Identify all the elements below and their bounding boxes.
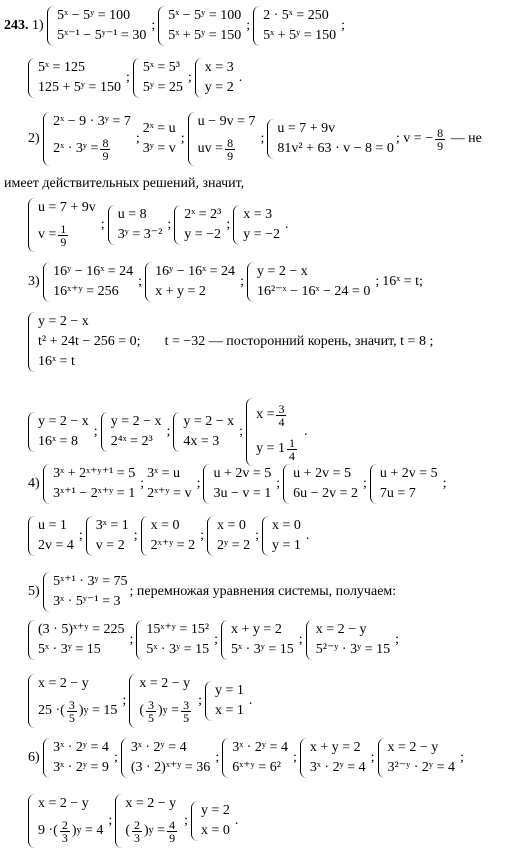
system: u = 1 2v = 4 — [28, 516, 74, 556]
system: 16ʸ − 16ˣ = 24 x + y = 2 — [145, 262, 235, 302]
p6-row1: 6) 3ˣ · 2ʸ = 4 3ˣ · 2ʸ = 9 ; 3ˣ · 2ʸ = 4 (3 · 2)ˣ⁺ʸ = 36 ; 3ˣ · 2ʸ = 4 6ˣ⁺ʸ = 6² ; x + y = 2 3ˣ · 2ʸ = 4 ; x = 2 − y 3²⁻ʸ · 2ʸ = 4 ; — [28, 738, 467, 778]
p3-row1: 3) 16ʸ − 16ˣ = 24 16ˣ⁺ʸ = 256 ; 16ʸ − 16ˣ = 24 x + y = 2 ; y = 2 − x 16²⁻ˣ − 16ˣ − 24 = 0 ; 16ˣ = t; — [28, 262, 423, 302]
system: 3ˣ + 2ˣ⁺ʸ⁺¹ = 5 3ˣ⁺¹ − 2ˣ⁺ʸ = 1 — [43, 464, 135, 504]
system: u = 7 + 9v v = $\frac{1}{9}$ — [28, 198, 96, 252]
system: x = 0 2ʸ = 2 — [207, 516, 250, 556]
system: y = 2 − x t² + 24t − 256 = 0; 16ˣ = t — [28, 312, 141, 372]
system: u = 7 + 9v 81v² + 63 · v − 8 = 0 — [267, 119, 394, 159]
system: u + 2v = 5 6u − 2v = 2 — [283, 464, 358, 504]
system: 2 · 5ˣ = 250 5ˣ + 5ʸ = 150 — [253, 6, 336, 46]
part-label: 3) — [28, 274, 40, 289]
problem-number: 243. — [4, 18, 29, 33]
system: y = 1 x = 1 — [205, 681, 244, 721]
system: y = 2 − x 2⁴ˣ = 2³ — [101, 412, 162, 452]
system: x = 2 − y 3²⁻ʸ · 2ʸ = 4 — [378, 738, 455, 778]
system: y = 2 − x 16²⁻ˣ − 16ˣ − 24 = 0 — [247, 262, 370, 302]
system: 5ˣ − 5ʸ = 100 5ˣ + 5ʸ = 150 — [158, 6, 241, 46]
system: (3 · 5)ˣ⁺ʸ = 225 5ˣ · 3ʸ = 15 — [28, 620, 124, 660]
system: 5ˣ⁺¹ · 3ʸ = 75 3ˣ · 5ʸ⁻¹ = 3 — [43, 572, 127, 612]
system: x = 2 − y ( $\frac{3}{5}$ ) y = $\frac{3}{5}$ — [129, 674, 193, 728]
system: x + y = 2 3ˣ · 2ʸ = 4 — [300, 738, 366, 778]
p4-row2: u = 1 2v = 4 ; 3ˣ = 1 v = 2 ; x = 0 2ˣ⁺ʸ = 2 ; x = 0 2ʸ = 2 ; x = 0 y = 1 . — [28, 516, 312, 556]
system: 3ˣ = u 2ˣ⁺ʸ = v — [147, 466, 192, 501]
system: x = 2 − y ( $\frac{2}{3}$ ) y = $\frac{4}{9}$ — [115, 794, 179, 848]
p3-row3: y = 2 − x 16ˣ = 8 ; y = 2 − x 2⁴ˣ = 2³ ; y = 2 − x 4x = 3 ; x = $\frac{3}{4}$ y = 1 $\frac{1}{4}$ . — [28, 398, 310, 466]
system: x = 0 2ˣ⁺ʸ = 2 — [141, 516, 196, 556]
system: x = $\frac{3}{4}$ y = 1 $\frac{1}{4}$ — [246, 398, 299, 466]
p6-row2: x = 2 − y 9 · ( $\frac{2}{3}$ ) y = 4 ; x = 2 − y ( $\frac{2}{3}$ ) y = $\frac{4}{9}$ ; y = 2 x = 0 . — [28, 794, 241, 848]
system: 3ˣ · 2ʸ = 4 3ˣ · 2ʸ = 9 — [43, 738, 109, 778]
system: u + 2v = 5 3u − v = 1 — [203, 464, 271, 504]
system: 2ˣ = u 3ʸ = v — [142, 121, 176, 156]
system: 2ˣ − 9 · 3ʸ = 7 2ˣ · 3ʸ = $\frac{8}{9}$ — [43, 112, 131, 166]
system: u = 8 3ʸ = 3⁻² — [108, 205, 163, 245]
system: u + 2v = 5 7u = 7 — [370, 464, 438, 504]
part-label: 6) — [28, 750, 40, 765]
system: x = 3 y = 2 — [195, 58, 234, 98]
p5-row3: x = 2 − y 25 · ( $\frac{3}{5}$ ) y = 15 ; x = 2 − y ( $\frac{3}{5}$ ) y = $\frac{3}{5}$ ; y = 1 x = 1 . — [28, 674, 255, 728]
p2-row1: 2) 2ˣ − 9 · 3ʸ = 7 2ˣ · 3ʸ = $\frac{8}{9}$ ; 2ˣ = u 3ʸ = v ; u − 9v = 7 uv = $\frac{8}{9}$ ; u = 7 + 9v 81v² + 63 · v − 8 = 0 ; v = − $\frac{8}{9}$ — не — [28, 112, 482, 166]
p5-row1: 5) 5ˣ⁺¹ · 3ʸ = 75 3ˣ · 5ʸ⁻¹ = 3 ; перемножая уравнения системы, получаем: — [28, 572, 396, 612]
system: x = 2 − y 25 · ( $\frac{3}{5}$ ) y = 15 — [28, 674, 117, 728]
system: 3ˣ · 2ʸ = 4 (3 · 2)ˣ⁺ʸ = 36 — [121, 738, 210, 778]
system: 2ˣ = 2³ y = −2 — [174, 205, 221, 245]
part-label: 1) — [32, 18, 44, 33]
part-label: 5) — [28, 584, 40, 599]
p1-row2: 5ˣ = 125 125 + 5ʸ = 150 ; 5ˣ = 5³ 5ʸ = 25 ; x = 3 y = 2 . — [28, 58, 245, 98]
p3-row2: y = 2 − x t² + 24t − 256 = 0; 16ˣ = t t = −32 — посторонний корень, значит, t = 8 ; — [28, 312, 433, 372]
system: y = 2 x = 0 — [191, 801, 230, 841]
p5-row2: (3 · 5)ˣ⁺ʸ = 225 5ˣ · 3ʸ = 15 ; 15ˣ⁺ʸ = 15² 5ˣ · 3ʸ = 15 ; x + y = 2 5ˣ · 3ʸ = 15 ; x = 2 − y 5²⁻ʸ · 3ʸ = 15 ; — [28, 620, 402, 660]
system: x + y = 2 5ˣ · 3ʸ = 15 — [221, 620, 294, 660]
system: y = 2 − x 4x = 3 — [173, 412, 234, 452]
system: 3ˣ = 1 v = 2 — [86, 516, 129, 556]
system: x = 3 y = −2 — [233, 205, 280, 245]
system: 16ʸ − 16ˣ = 24 16ˣ⁺ʸ = 256 — [43, 262, 133, 302]
system: x = 2 − y 9 · ( $\frac{2}{3}$ ) y = 4 — [28, 794, 103, 848]
system: 5ˣ − 5ʸ = 100 5ˣ⁻¹ − 5ʸ⁻¹ = 30 — [47, 6, 146, 46]
part-label: 4) — [28, 476, 40, 491]
p2-text: имеет действительных решений, значит, — [4, 176, 245, 191]
system: x = 0 y = 1 — [262, 516, 301, 556]
system: y = 2 − x 16ˣ = 8 — [28, 412, 89, 452]
p1-row1: 243. 1) 5ˣ − 5ʸ = 100 5ˣ⁻¹ − 5ʸ⁻¹ = 30 ; 5ˣ − 5ʸ = 100 5ˣ + 5ʸ = 150 ; 2 · 5ˣ = 250 5ˣ + 5ʸ = 150 ; — [4, 6, 348, 46]
p4-row1: 4) 3ˣ + 2ˣ⁺ʸ⁺¹ = 5 3ˣ⁺¹ − 2ˣ⁺ʸ = 1 ; 3ˣ = u 2ˣ⁺ʸ = v ; u + 2v = 5 3u − v = 1 ; u + 2v = 5 6u − 2v = 2 ; u + 2v = 5 7u = 7 ; — [28, 464, 450, 504]
system: 5ˣ = 125 125 + 5ʸ = 150 — [28, 58, 121, 98]
system: 5ˣ = 5³ 5ʸ = 25 — [133, 58, 183, 98]
system: 15ˣ⁺ʸ = 15² 5ˣ · 3ʸ = 15 — [136, 620, 209, 660]
p2-row2: u = 7 + 9v v = $\frac{1}{9}$ ; u = 8 3ʸ = 3⁻² ; 2ˣ = 2³ y = −2 ; x = 3 y = −2 . — [28, 198, 292, 252]
part-label: 2) — [28, 131, 40, 146]
system: x = 2 − y 5²⁻ʸ · 3ʸ = 15 — [306, 620, 390, 660]
system: u − 9v = 7 uv = $\frac{8}{9}$ — [188, 112, 256, 166]
system: 3ˣ · 2ʸ = 4 6ˣ⁺ʸ = 6² — [222, 738, 288, 778]
